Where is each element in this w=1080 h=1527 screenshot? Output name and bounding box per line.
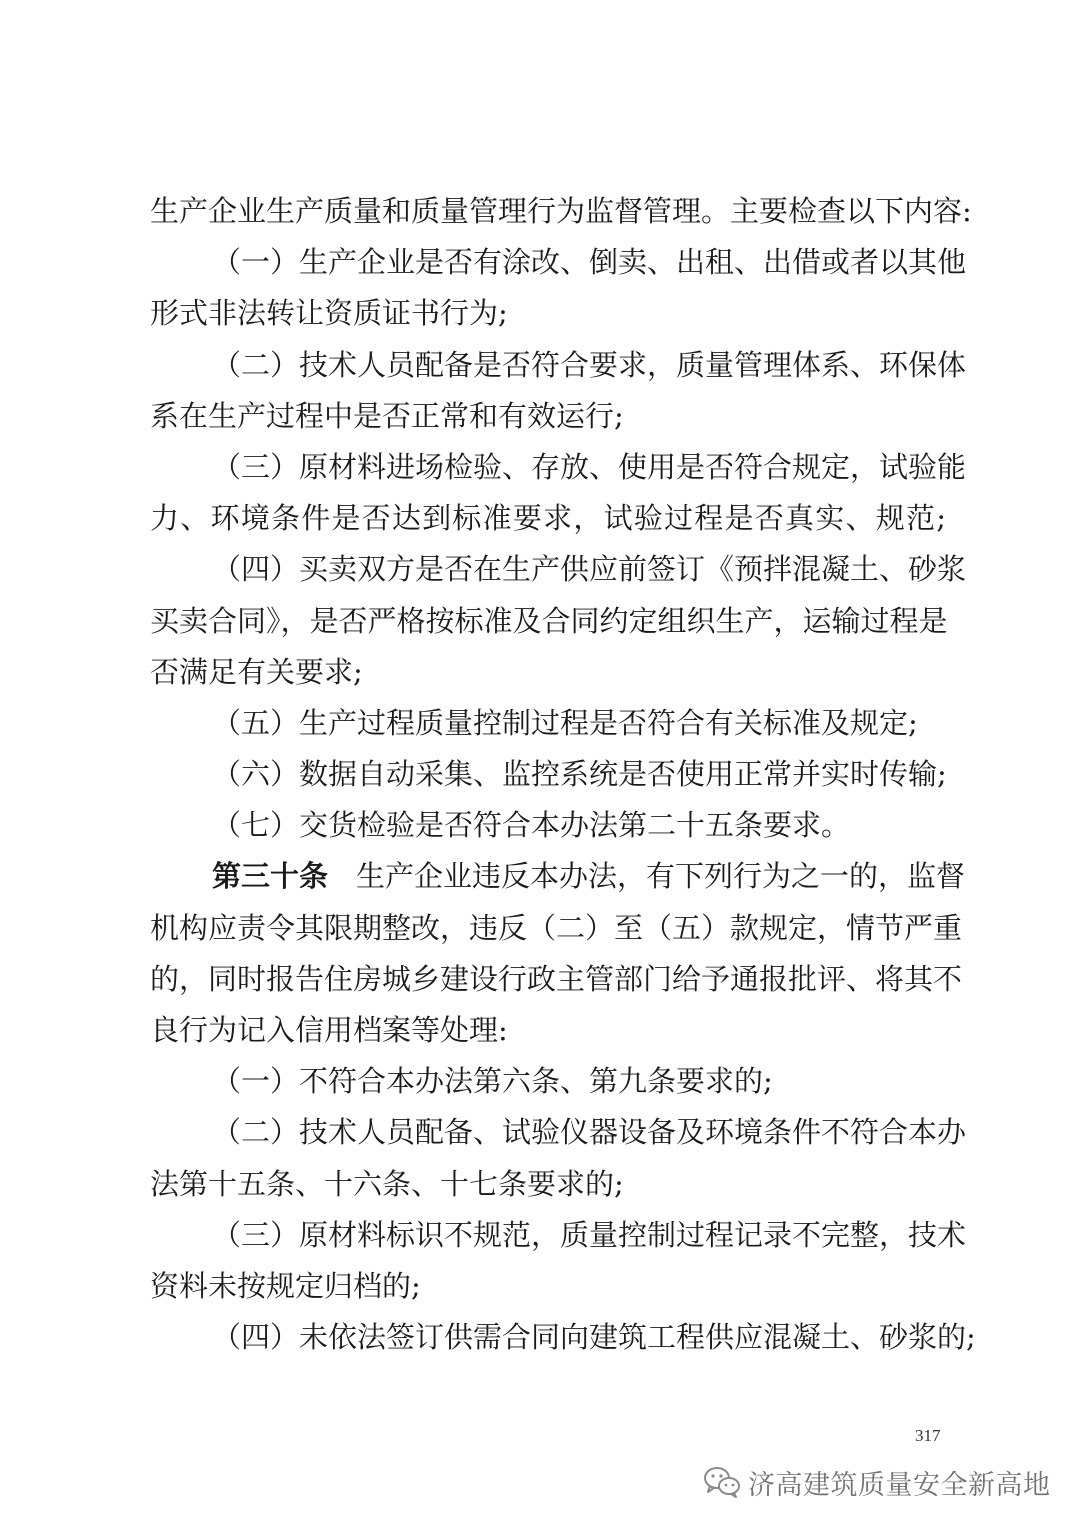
text-line: 形式非法转让资质证书行为; xyxy=(150,296,508,331)
watermark-text: 济高建筑质量安全新高地 xyxy=(748,1469,1051,1501)
check-item-1 xyxy=(150,237,967,339)
text-line: （一）生产企业是否有涂改、倒卖、出租、出借或者以其他 xyxy=(212,245,967,280)
check-item-2 xyxy=(150,340,967,442)
article-heading: 第三十条 xyxy=(212,859,329,894)
text-line: （七）交货检验是否符合本办法第二十五条要求。 xyxy=(212,808,851,843)
wechat-icon xyxy=(702,1465,742,1499)
violation-item-2 xyxy=(150,1107,967,1209)
violation-item-4 xyxy=(150,1312,976,1363)
text-line: 否满足有关要求; xyxy=(150,654,363,689)
text-line: 资料未按规定归档的; xyxy=(150,1268,421,1303)
text-line: 生产企业生产质量和质量管理行为监督管理。主要检查以下内容: xyxy=(150,194,972,228)
page-number: 317 xyxy=(915,1426,941,1445)
text-line: 力、环境条件是否达到标准要求，试验过程是否真实、规范; xyxy=(150,501,946,536)
text-line: （三）原材料标识不规范，质量控制过程记录不完整，技术 xyxy=(212,1217,967,1252)
text-line: （四）未依法签订供需合同向建筑工程供应混凝土、砂浆的; xyxy=(212,1320,976,1355)
text-line: 的，同时报告住房城乡建设行政主管部门给予通报批评、将其不 xyxy=(150,961,963,996)
text-line: 良行为记入信用档案等处理: xyxy=(150,1013,508,1047)
violation-item-3 xyxy=(150,1210,967,1312)
text-line: （五）生产过程质量控制过程是否符合有关标准及规定; xyxy=(212,705,918,740)
text-line: （四）买卖双方是否在生产供应前签订《预拌混凝土、砂浆 xyxy=(212,552,967,587)
check-item-4 xyxy=(150,544,967,698)
text-line xyxy=(150,851,966,902)
text-line: （二）技术人员配备是否符合要求，质量管理体系、环保体 xyxy=(212,347,967,382)
body-text xyxy=(150,186,976,1363)
check-item-3 xyxy=(150,442,967,544)
watermark xyxy=(702,1462,1051,1502)
text-line: （三）原材料进场检验、存放、使用是否符合规定，试验能 xyxy=(212,449,967,484)
violation-item-1 xyxy=(150,1056,946,1107)
text-line: （一）不符合本办法第六条、第九条要求的; xyxy=(212,1064,773,1099)
check-item-5 xyxy=(150,698,946,749)
text-line: 系在生产过程中是否正常和有效运行; xyxy=(150,398,624,433)
article-30 xyxy=(150,851,966,1056)
check-item-7 xyxy=(150,800,946,851)
paragraph-intro xyxy=(150,186,972,237)
check-item-6 xyxy=(150,749,946,800)
text-line: 机构应责令其限期整改，违反（二）至（五）款规定，情节严重 xyxy=(150,910,963,945)
article-text: 生产企业违反本办法，有下列行为之一的，监督 xyxy=(356,859,966,894)
text-line: （六）数据自动采集、监控系统是否使用正常并实时传输; xyxy=(212,757,947,792)
text-line: 法第十五条、十六条、十七条要求的; xyxy=(150,1166,624,1201)
text-line: 买卖合同》，是否严格按标准及合同约定组织生产，运输过程是 xyxy=(150,603,948,638)
text-line: （二）技术人员配备、试验仪器设备及环境条件不符合本办 xyxy=(212,1115,967,1150)
